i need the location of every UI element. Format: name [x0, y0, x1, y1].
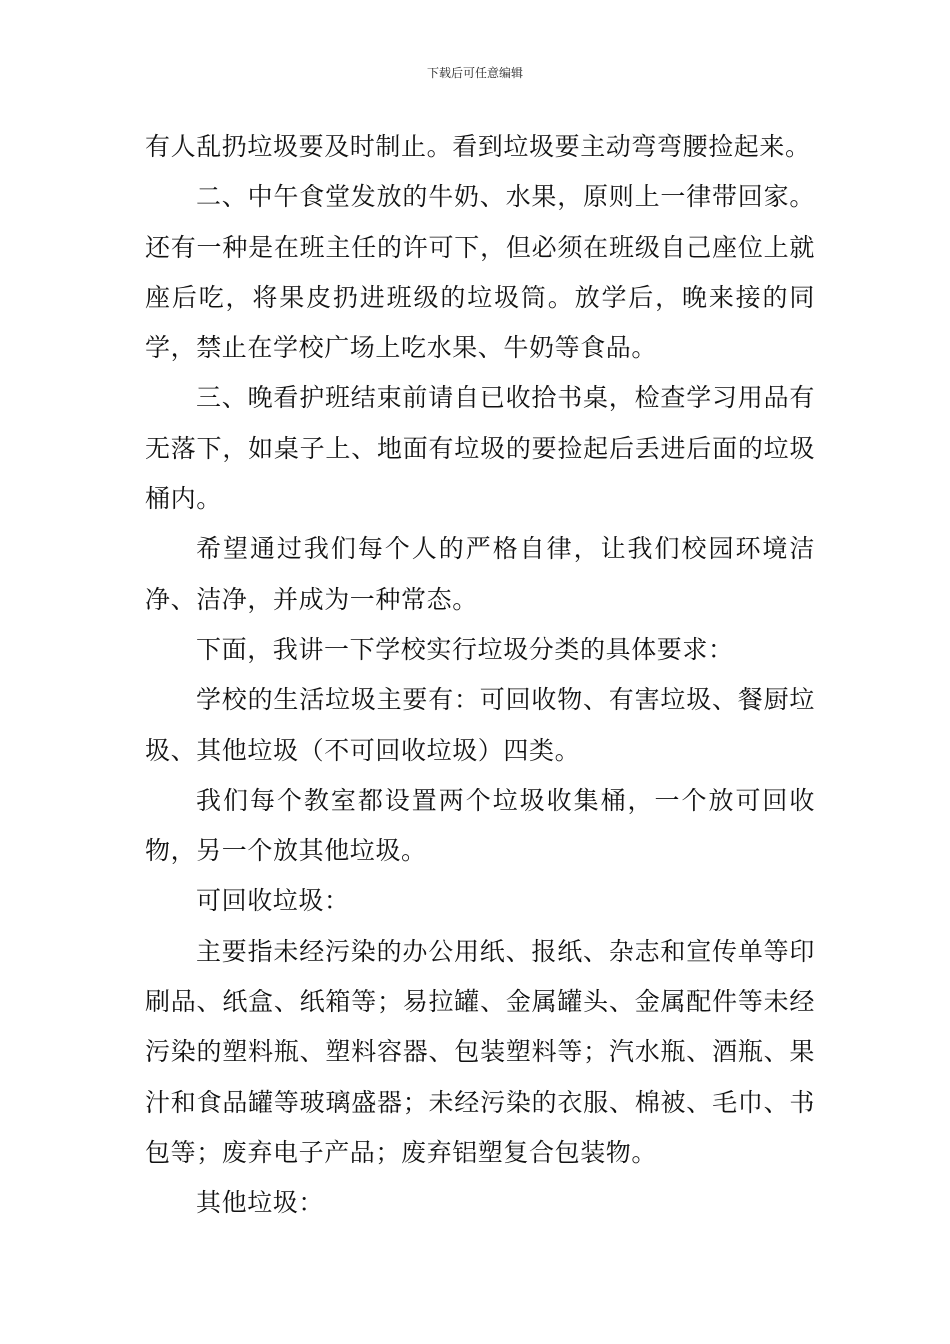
document-body: [145, 122, 815, 1229]
paragraph-recyclable-details: 主要指未经污染的办公用纸、报纸、杂志和宣传单等印刷品、纸盒、纸箱等；易拉罐、金属罐头、金属配件等未经污染的塑料瓶、塑料容器、包装塑料等；汽水瓶、酒瓶、果汁和食品罐等玻璃盛器；未经污染的衣服、棉被、毛巾、书包等；废弃电子产品；废弃铝塑复合包装物。: [145, 936, 815, 1167]
paragraph-waste-types: 学校的生活垃圾主要有：可回收物、有害垃圾、餐厨垃圾、其他垃圾（不可回收垃圾）四类。: [145, 685, 815, 765]
paragraph-rule-three: 三、晚看护班结束前请自已收拾书桌，检查学习用品有无落下，如桌子上、地面有垃圾的要捡起后丢进后面的垃圾桶内。: [145, 383, 815, 514]
paragraph-classification-intro: 下面，我讲一下学校实行垃圾分类的具体要求：: [196, 634, 734, 664]
paragraph-classroom-bins: 我们每个教室都设置两个垃圾收集桶，一个放可回收物，另一个放其他垃圾。: [145, 785, 815, 866]
paragraph-rule-two: 二、中午食堂发放的牛奶、水果，原则上一律带回家。还有一种是在班主任的许可下，但必须在班级自己座位上就座后吃，将果皮扔进班级的垃圾筒。放学后，晚来接的同学，禁止在学校广场上吃水果、牛奶等食品。: [145, 182, 815, 363]
heading-recyclable-waste: 可回收垃圾：: [196, 886, 350, 916]
paragraph-hope: 希望通过我们每个人的严格自律，让我们校园环境洁净、洁净，并成为一种常态。: [145, 534, 815, 614]
heading-other-waste: 其他垃圾：: [196, 1188, 325, 1218]
page-header-note: 下载后可任意编辑: [426, 66, 523, 80]
paragraph-continuation: 有人乱扔垃圾要及时制止。看到垃圾要主动弯弯腰捡起来。: [145, 132, 811, 161]
